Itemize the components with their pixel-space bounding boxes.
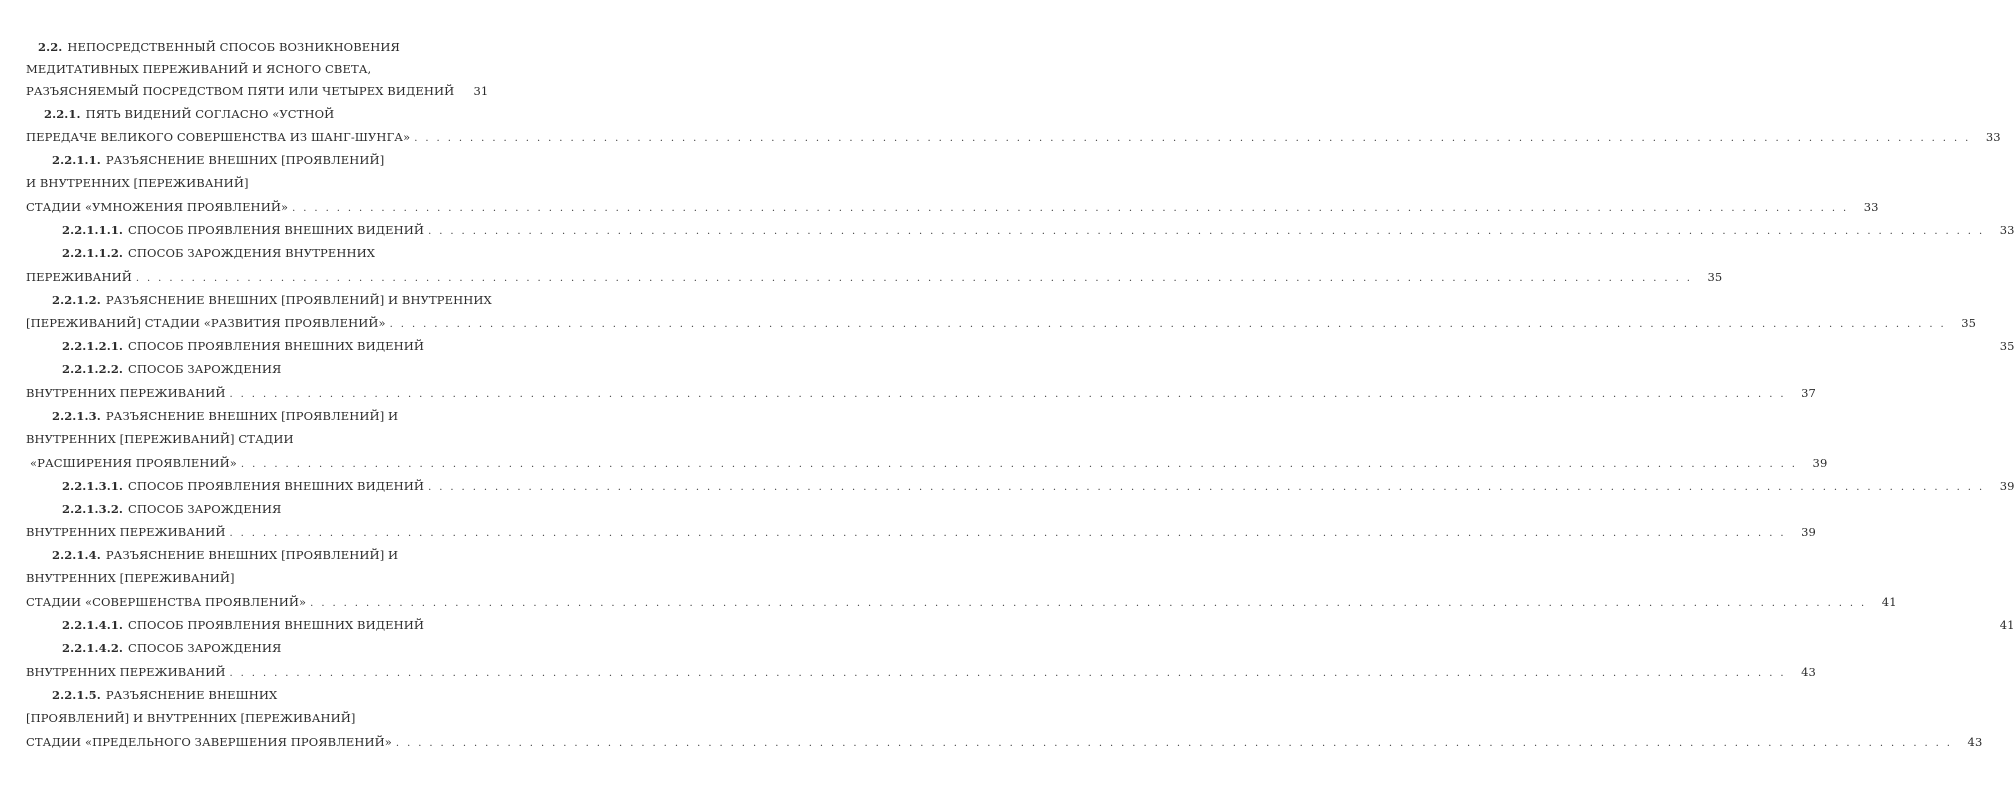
entry-title: СТАДИИ «ПРЕДЕЛЬНОГО ЗАВЕРШЕНИЯ ПРОЯВЛЕНИЙ»	[26, 735, 392, 749]
entry-title: [ПЕРЕЖИВАНИЙ] СТАДИИ «РАЗВИТИЯ ПРОЯВЛЕНИЙ»	[26, 316, 386, 330]
entry-number: 2.2.1.2.1.	[62, 339, 124, 353]
entry-title: МЕДИТАТИВНЫХ ПЕРЕЖИВАНИЙ И ЯСНОГО СВЕТА,	[26, 62, 372, 76]
entry-title: СТАДИИ «СОВЕРШЕНСТВА ПРОЯВЛЕНИЙ»	[26, 595, 307, 609]
toc-entry	[62, 637, 500, 659]
entry-number: 2.2.1.1.	[52, 153, 101, 167]
entry-number: 2.2.1.	[44, 107, 81, 121]
leader-dots: . . . . . . . . . . . . . . . . . . . . . . . . . . . . . . . . . . . . . . . . . . . . . . . . . . . . . . . . . . . . . . . . . . . . . . . . . . . . . . . . . . . . . . . . . . . . . . . . . . . . . . . . . . . . . . . . . . . . . . . . . . . . . . . . . . . . . . . . . . . .	[428, 226, 1985, 237]
toc-entry-continuation	[30, 452, 1828, 474]
toc-entry-continuation	[26, 428, 500, 450]
toc-entry	[52, 684, 500, 706]
toc-entry	[52, 289, 500, 311]
entry-title: СПОСОБ ПРОЯВЛЕНИЯ ВНЕШНИХ ВИДЕНИЙ	[128, 339, 425, 353]
entry-title: И ВНУТРЕННИХ [ПЕРЕЖИВАНИЙ]	[26, 176, 249, 190]
toc-entry	[52, 149, 500, 171]
toc-entry	[52, 405, 500, 427]
entry-title: СПОСОБ ПРОЯВЛЕНИЯ ВНЕШНИХ ВИДЕНИЙ	[128, 223, 425, 237]
page-number: 35	[1707, 270, 1723, 284]
leader-dots: . . . . . . . . . . . . . . . . . . . . . . . . . . . . . . . . . . . . . . . . . . . . . . . . . . . . . . . . . . . . . . . . . . . . . . . . . . . . . . . . . . . . . . . . . . . . . . . . . . . . . . . . . . . . . . . . . . . . . . . . . . . . . . . . . . . . . . . . . . . .	[389, 319, 1947, 330]
toc-entry	[44, 103, 500, 125]
entry-number: 2.2.1.3.1.	[62, 479, 124, 493]
page-number: 41	[1999, 618, 2015, 632]
leader-dots: . . . . . . . . . . . . . . . . . . . . . . . . . . . . . . . . . . . . . . . . . . . . . . . . . . . . . . . . . . . . . . . . . . . . . . . . . . . . . . . . . . . . . . . . . . . . . . . . . . . . . . . . . . . . . . . . . . . . . . . . . . . . . . . . . . . . . . . . . . . .	[428, 482, 1985, 493]
toc-entry	[52, 544, 500, 566]
page-number: 35	[1999, 339, 2015, 353]
page-number: 41	[1881, 595, 1897, 609]
entry-label	[62, 475, 424, 497]
leader-dots: . . . . . . . . . . . . . . . . . . . . . . . . . . . . . . . . . . . . . . . . . . . . . . . . . . . . . . . . . . . . . . . . . . . . . . . . . . . . . . . . . . . . . . . . . . . . . . . . . . . . . . . . . . . . . . . . . . . . . . . . . . . . . . . . . . . . . . . . . . . .	[292, 203, 1849, 214]
toc-entry	[62, 358, 500, 380]
entry-number: 2.2.1.4.1.	[62, 618, 124, 632]
toc-entry	[62, 219, 2015, 241]
toc-entry-continuation	[26, 661, 1816, 683]
toc-entry	[62, 498, 500, 520]
leader-dots: . . . . . . . . . . . . . . . . . . . . . . . . . . . . . . . . . . . . . . . . . . . . . . . . . . . . . . . . . . . . . . . . . . . . . . . . . . . . . . . . . . . . . . . . . . . . . . . . . . . . . . . . . . . . . . . . . . . . . . . . . . . . . . . . . . . . . . . . . . . .	[135, 273, 1693, 284]
toc-entry-continuation	[26, 707, 500, 729]
page-number: 39	[1801, 525, 1816, 539]
entry-title: СПОСОБ ЗАРОЖДЕНИЯ	[128, 502, 282, 516]
page-number: 43	[1967, 735, 1983, 749]
entry-title: ПЕРЕЖИВАНИЙ	[26, 270, 132, 284]
toc-entry-continuation	[26, 567, 500, 589]
toc-entry-continuation	[26, 312, 1977, 334]
toc-entry-continuation	[26, 126, 2001, 148]
leader-dots: . . . . . . . . . . . . . . . . . . . . . . . . . . . . . . . . . . . . . . . . . . . . . . . . . . . . . . . . . . . . . . . . . . . . . . . . . . . . . . . . . . . . . . . . . . . . . . . . . . . . . . . . . . . . . . . . . . . . . . . . . . . . . . . . . . . . . . . . . . . .	[310, 598, 1867, 609]
entry-title: ВНУТРЕННИХ ПЕРЕЖИВАНИЙ	[26, 525, 226, 539]
toc-entry	[62, 475, 2015, 497]
toc-entry-continuation	[26, 196, 1879, 218]
entry-title: ПЯТЬ ВИДЕНИЙ СОГЛАСНО «УСТНОЙ	[85, 107, 335, 121]
entry-number: 2.2.1.1.2.	[62, 246, 124, 260]
entry-label	[62, 219, 424, 241]
toc-entry-continuation	[26, 172, 500, 194]
toc-entry-continuation	[26, 58, 500, 80]
toc-entry-continuation	[26, 80, 489, 102]
toc-entry	[62, 335, 2015, 357]
entry-title: РАЗЪЯСНЕНИЕ ВНЕШНИХ [ПРОЯВЛЕНИЙ] И ВНУТРЕННИХ	[105, 293, 492, 307]
entry-number: 2.2.1.5.	[52, 688, 101, 702]
toc-entry-continuation	[26, 266, 1723, 288]
toc-entry-continuation	[26, 382, 1816, 404]
entry-title: СПОСОБ ЗАРОЖДЕНИЯ	[128, 641, 282, 655]
page-number: 33	[1999, 223, 2015, 237]
entry-title: ВНУТРЕННИХ ПЕРЕЖИВАНИЙ	[26, 665, 226, 679]
toc-entry	[38, 36, 500, 58]
entry-title: РАЗЪЯСНЕНИЕ ВНЕШНИХ [ПРОЯВЛЕНИЙ]	[105, 153, 385, 167]
toc-entry-continuation	[26, 521, 1816, 543]
entry-number: 2.2.1.3.2.	[62, 502, 124, 516]
leader-dots: . . . . . . . . . . . . . . . . . . . . . . . . . . . . . . . . . . . . . . . . . . . . . . . . . . . . . . . . . . . . . . . . . . . . . . . . . . . . . . . . . . . . . . . . . . . . . . . . . . . . . . . . . . . . . . . . . . . . . . . . . . . . . . . . . . . . . . . . . . . .	[229, 528, 1786, 539]
page-number: 35	[1961, 316, 1977, 330]
leader-dots: . . . . . . . . . . . . . . . . . . . . . . . . . . . . . . . . . . . . . . . . . . . . . . . . . . . . . . . . . . . . . . . . . . . . . . . . . . . . . . . . . . . . . . . . . . . . . . . . . . . . . . . . . . . . . . . . . . . . . . . . . . . . . . . . . . . . . . . . . . . .	[229, 389, 1786, 400]
toc-entry-continuation	[26, 591, 1897, 613]
entry-title: СТАДИИ «УМНОЖЕНИЯ ПРОЯВЛЕНИЙ»	[26, 200, 289, 214]
entry-title: СПОСОБ ЗАРОЖДЕНИЯ	[128, 362, 282, 376]
toc-entry-continuation	[26, 731, 1983, 753]
leader-dots: . . . . . . . . . . . . . . . . . . . . . . . . . . . . . . . . . . . . . . . . . . . . . . . . . . . . . . . . . . . . . . . . . . . . . . . . . . . . . . . . . . . . . . . . . . . . . . . . . . . . . . . . . . . . . . . . . . . . . . . . . . . . . . . . . . . . . . . . . . . .	[229, 668, 1786, 679]
entry-title: НЕПОСРЕДСТВЕННЫЙ СПОСОБ ВОЗНИКНОВЕНИЯ	[67, 40, 400, 54]
entry-title: СПОСОБ ПРОЯВЛЕНИЯ ВНЕШНИХ ВИДЕНИЙ	[128, 479, 425, 493]
leader-dots: . . . . . . . . . . . . . . . . . . . . . . . . . . . . . . . . . . . . . . . . . . . . . . . . . . . . . . . . . . . . . . . . . . . . . . . . . . . . . . . . . . . . . . . . . . . . . . . . . . . . . . . . . . . . . . . . . . . . . . . . . . . . . . . . . . . . . . . . . . . .	[240, 459, 1798, 470]
page-number: 37	[1801, 386, 1816, 400]
entry-title: СПОСОБ ПРОЯВЛЕНИЯ ВНЕШНИХ ВИДЕНИЙ	[128, 618, 425, 632]
entry-title: РАЗЪЯСНЕНИЕ ВНЕШНИХ	[105, 688, 278, 702]
page-number: 39	[1812, 456, 1828, 470]
leader-dots: . . . . . . . . . . . . . . . . . . . . . . . . . . . . . . . . . . . . . . . . . . . . . . . . . . . . . . . . . . . . . . . . . . . . . . . . . . . . . . . . . . . . . . . . . . . . . . . . . . . . . . . . . . . . . . . . . . . . . . . . . . . . . . . . . . . . . . . . . . . .	[395, 738, 1953, 749]
page-number: 39	[1999, 479, 2015, 493]
entry-title: «РАСШИРЕНИЯ ПРОЯВЛЕНИЙ»	[30, 456, 237, 470]
entry-title: ВНУТРЕННИХ ПЕРЕЖИВАНИЙ	[26, 386, 226, 400]
entry-number: 2.2.	[38, 40, 63, 54]
page-number: 31	[473, 84, 489, 98]
entry-number: 2.2.1.1.1.	[62, 223, 124, 237]
entry-label	[62, 614, 424, 636]
toc-entry	[62, 242, 500, 264]
toc-entry	[62, 614, 2015, 636]
entry-label	[62, 335, 424, 357]
entry-title: РАЗЪЯСНЕНИЕ ВНЕШНИХ [ПРОЯВЛЕНИЙ] И	[105, 409, 399, 423]
page-number: 33	[1863, 200, 1879, 214]
entry-number: 2.2.1.4.	[52, 548, 101, 562]
entry-number: 2.2.1.2.2.	[62, 362, 124, 376]
entry-number: 2.2.1.4.2.	[62, 641, 124, 655]
entry-title: РАЗЪЯСНЕНИЕ ВНЕШНИХ [ПРОЯВЛЕНИЙ] И	[105, 548, 399, 562]
entry-number: 2.2.1.2.	[52, 293, 101, 307]
page-number: 33	[1985, 130, 2001, 144]
page-number: 43	[1801, 665, 1816, 679]
entry-title: СПОСОБ ЗАРОЖДЕНИЯ ВНУТРЕННИХ	[128, 246, 375, 260]
entry-title: [ПРОЯВЛЕНИЙ] И ВНУТРЕННИХ [ПЕРЕЖИВАНИЙ]	[26, 711, 356, 725]
entry-title: РАЗЪЯСНЯЕМЫЙ ПОСРЕДСТВОМ ПЯТИ ИЛИ ЧЕТЫРЕХ ВИДЕНИЙ	[26, 84, 455, 98]
entry-title: ВНУТРЕННИХ [ПЕРЕЖИВАНИЙ] СТАДИИ	[26, 432, 294, 446]
entry-title: ВНУТРЕННИХ [ПЕРЕЖИВАНИЙ]	[26, 571, 235, 585]
entry-title: ПЕРЕДАЧЕ ВЕЛИКОГО СОВЕРШЕНСТВА ИЗ ШАНГ-ШУНГА»	[26, 130, 411, 144]
entry-number: 2.2.1.3.	[52, 409, 101, 423]
leader-dots: . . . . . . . . . . . . . . . . . . . . . . . . . . . . . . . . . . . . . . . . . . . . . . . . . . . . . . . . . . . . . . . . . . . . . . . . . . . . . . . . . . . . . . . . . . . . . . . . . . . . . . . . . . . . . . . . . . . . . . . . . . . . . . . . . . . . . . . . . . . .	[414, 133, 1971, 144]
